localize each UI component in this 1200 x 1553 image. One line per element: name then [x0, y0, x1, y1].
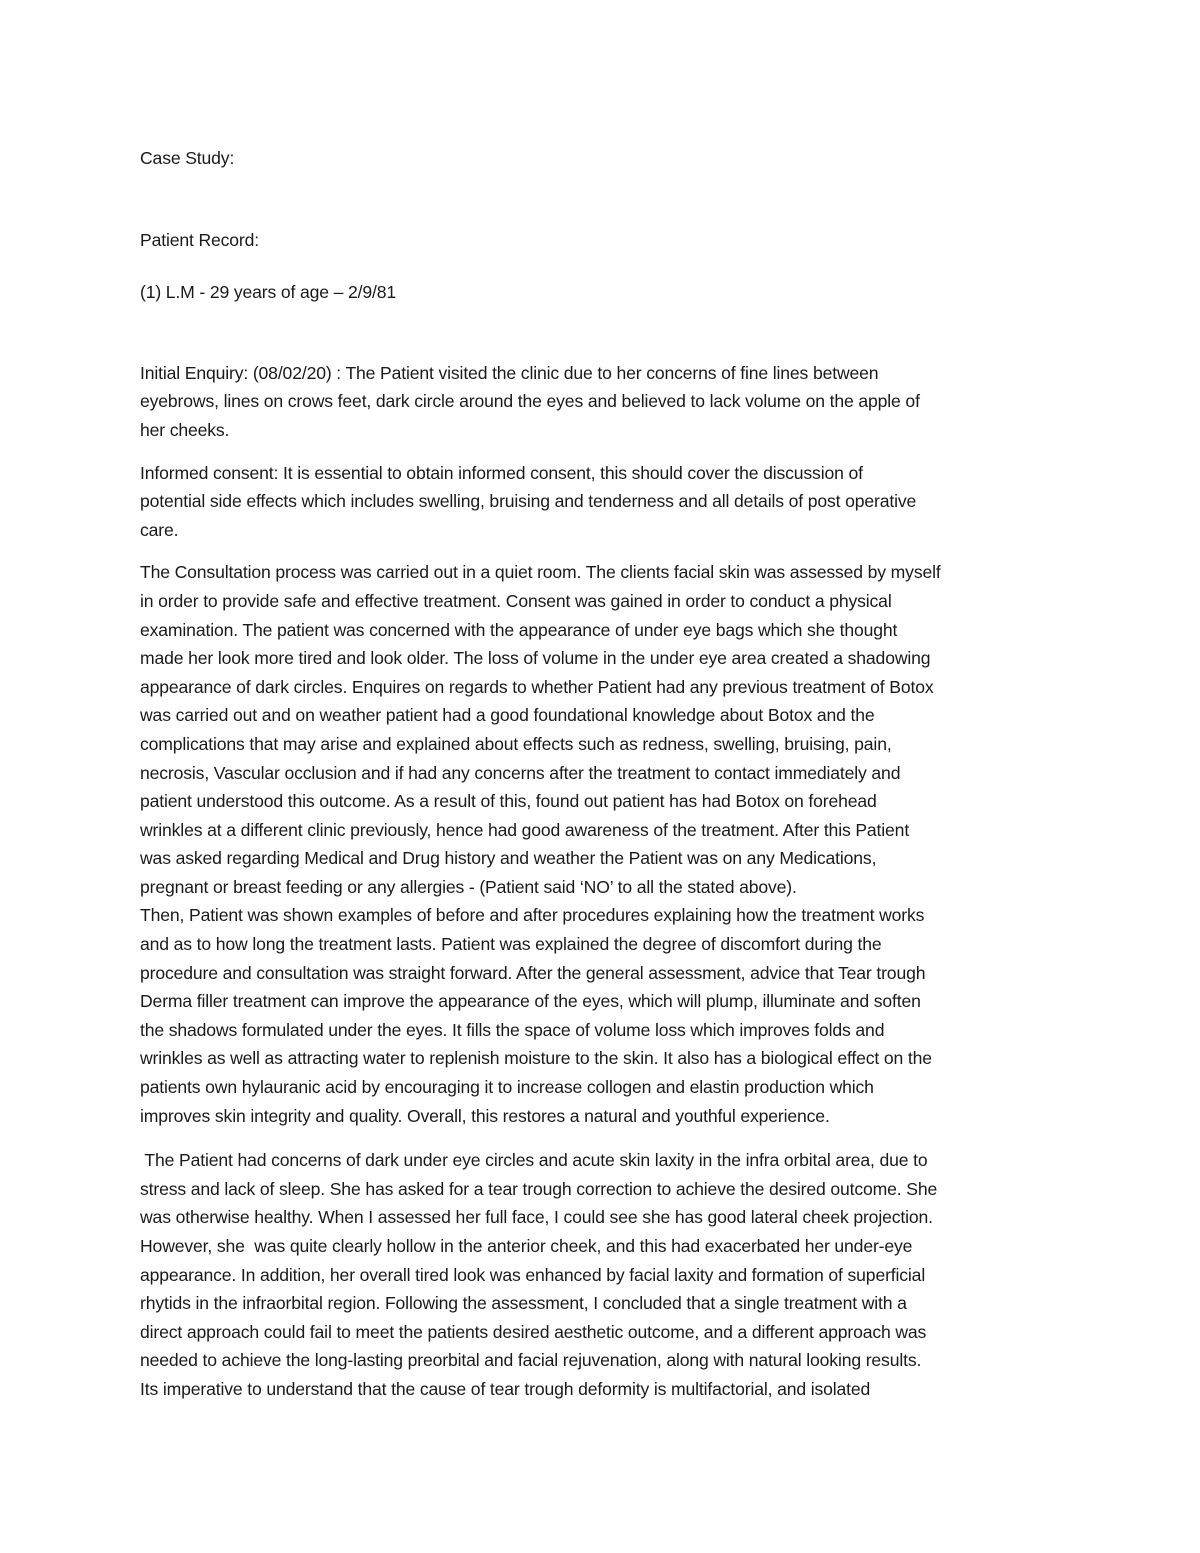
paragraph-line: wrinkles as well as attracting water to replenish moisture to the skin. It also has a biological effect on the — [140, 1048, 932, 1069]
patient-record-label: Patient Record: — [140, 229, 260, 250]
paragraph-line: Its imperative to understand that the cause of tear trough deformity is multifactorial, and isolated — [140, 1378, 871, 1399]
paragraph-line: Initial Enquiry: (08/02/20) : The Patient visited the clinic due to her concerns of fine lines between — [140, 362, 879, 383]
paragraph-line: necrosis, Vascular occlusion and if had any concerns after the treatment to contact immediately and — [140, 762, 901, 783]
paragraph-assessment — [140, 1146, 1065, 1403]
paragraph-line: stress and lack of sleep. She has asked for a tear trough correction to achieve the desired outcome. She — [140, 1178, 938, 1199]
paragraph-line: However, she was quite clearly hollow in the anterior cheek, and this had exacerbated her under-eye — [140, 1236, 913, 1256]
paragraph-line: patients own hylauranic acid by encouraging it to increase collogen and elastin production which — [140, 1077, 874, 1098]
paragraph-line: rhytids in the infraorbital region. Following the assessment, I concluded that a single treatment with a — [140, 1293, 907, 1314]
paragraph-informed-consent — [140, 459, 1065, 545]
paragraph-line: patient understood this outcome. As a result of this, found out patient has had Botox on forehead — [140, 791, 877, 812]
paragraph-line: examination. The patient was concerned with the appearance of under eye bags which she thought — [140, 619, 898, 640]
paragraph-line: was asked regarding Medical and Drug history and weather the Patient was on any Medications, — [140, 848, 877, 869]
paragraph-line: in order to provide safe and effective treatment. Consent was gained in order to conduct a physical — [140, 590, 892, 611]
paragraph-line: Derma filler treatment can improve the appearance of the eyes, which will plump, illuminate and soften — [140, 991, 921, 1012]
paragraph-line: and as to how long the treatment lasts. Patient was explained the degree of discomfort during the — [140, 934, 882, 955]
paragraph-line: the shadows formulated under the eyes. It fills the space of volume loss which improves folds and — [140, 1019, 885, 1040]
paragraph-line: her cheeks. — [140, 419, 230, 440]
document-heading: Case Study: — [140, 148, 235, 168]
paragraph-line: wrinkles at a different clinic previously, hence had good awareness of the treatment. After this Patient — [140, 819, 910, 840]
paragraph-line: made her look more tired and look older. The loss of volume in the under eye area created a shadowing — [140, 648, 931, 669]
patient-details-line: (1) L.M - 29 years of age – 2/9/81 — [140, 282, 397, 303]
paragraph-line: direct approach could fail to meet the patients desired aesthetic outcome, and a different approach was — [140, 1321, 927, 1342]
paragraph-line: Then, Patient was shown examples of before and after procedures explaining how the treatment works — [140, 905, 925, 926]
paragraph-line: complications that may arise and explained about effects such as redness, swelling, bruising, pain, — [140, 733, 892, 754]
paragraph-line: appearance of dark circles. Enquires on regards to whether Patient had any previous treatment of Botox — [140, 676, 934, 697]
paragraph-line: eyebrows, lines on crows feet, dark circle around the eyes and believed to lack volume on the apple of — [140, 391, 920, 412]
paragraph-line: was otherwise healthy. When I assessed her full face, I could see she has good lateral cheek projection. — [140, 1207, 933, 1228]
paragraph-initial-enquiry — [140, 359, 1065, 445]
paragraph-line: was carried out and on weather patient had a good foundational knowledge about Botox and the — [140, 705, 875, 726]
paragraph-line: improves skin integrity and quality. Overall, this restores a natural and youthful experience. — [140, 1105, 830, 1126]
paragraph-consultation — [140, 558, 1065, 1130]
paragraph-line: care. — [140, 519, 179, 540]
paragraph-line: The Patient had concerns of dark under eye circles and acute skin laxity in the infra orbital area, due to — [140, 1150, 928, 1171]
paragraph-line: Informed consent: It is essential to obtain informed consent, this should cover the discussion of — [140, 462, 863, 483]
paragraph-line: pregnant or breast feeding or any allergies - (Patient said ‘NO’ to all the stated above). — [140, 876, 797, 897]
paragraph-line: appearance. In addition, her overall tired look was enhanced by facial laxity and formation of superficial — [140, 1264, 926, 1285]
paragraph-line: procedure and consultation was straight forward. After the general assessment, advice that Tear trough — [140, 962, 926, 983]
paragraph-line: needed to achieve the long-lasting preorbital and facial rejuvenation, along with natural looking results. — [140, 1350, 922, 1371]
paragraph-line: The Consultation process was carried out in a quiet room. The clients facial skin was assessed by myself — [140, 562, 941, 583]
document-body — [140, 144, 1065, 1404]
paragraph-line: potential side effects which includes swelling, bruising and tenderness and all details of post operative — [140, 491, 917, 512]
